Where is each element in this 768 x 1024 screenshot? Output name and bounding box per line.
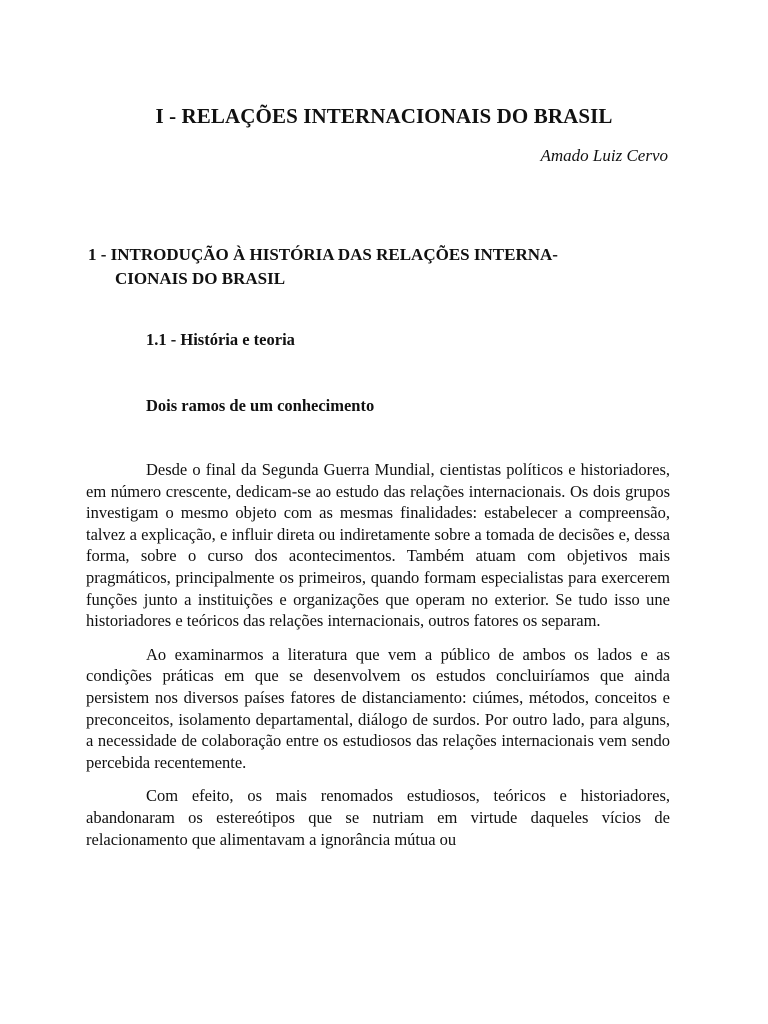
author-name: Amado Luiz Cervo (540, 146, 668, 165)
paragraph-2: Ao examinarmos a literatura que vem a público de ambos os lados e as condições práticas em que se desenvolvem os estudos concluiríamos que ainda persistem nos diversos países fatores de distanciamento: ciúmes, métodos, conceitos e preconceitos, isolamento departamental, diálogo de surdos. Por outro lado, para alguns, a necessidade de colaboração entre os estudiosos das relações internacionais vem sendo percebida recentemente. (86, 644, 670, 772)
section-heading-line1: 1 - INTRODUÇÃO À HISTÓRIA DAS RELAÇÕES INTERNA- (88, 245, 558, 264)
paragraph-1: Desde o final da Segunda Guerra Mundial, cientistas políticos e historiadores, em número crescente, dedicam-se ao estudo das relações internacionais. Os dois grupos investigam o mesmo objeto com as mesmas finalidades: estabelecer a compreensão, talvez a explicação, e influir direta ou indiretamente sobre a tomada de decisões e, dessa forma, sobre o curso dos acontecimentos. Também atuam com objetivos mais pragmáticos, principalmente os primeiros, quando formam especialistas para exercerem funções junto a instituições e organizações que operam no exterior. Se tudo isso une historiadores e teóricos das relações internacionais, outros fatores os separam. (86, 460, 670, 631)
body-text (86, 459, 670, 862)
topic-heading: Dois ramos de um conhecimento (146, 396, 375, 415)
paragraph-3: Com efeito, os mais renomados estudiosos, teóricos e historiadores, abandonaram os estereótipos que se nutriam em virtude daqueles vícios de relacionamento que alimentavam a ignorância mútua ou (86, 786, 670, 849)
chapter-title: I - RELAÇÕES INTERNACIONAIS DO BRASIL (155, 104, 613, 128)
section-heading-line2: CIONAIS DO BRASIL (115, 269, 286, 288)
subsection-heading: 1.1 - História e teoria (146, 330, 295, 349)
section-heading (88, 243, 668, 291)
